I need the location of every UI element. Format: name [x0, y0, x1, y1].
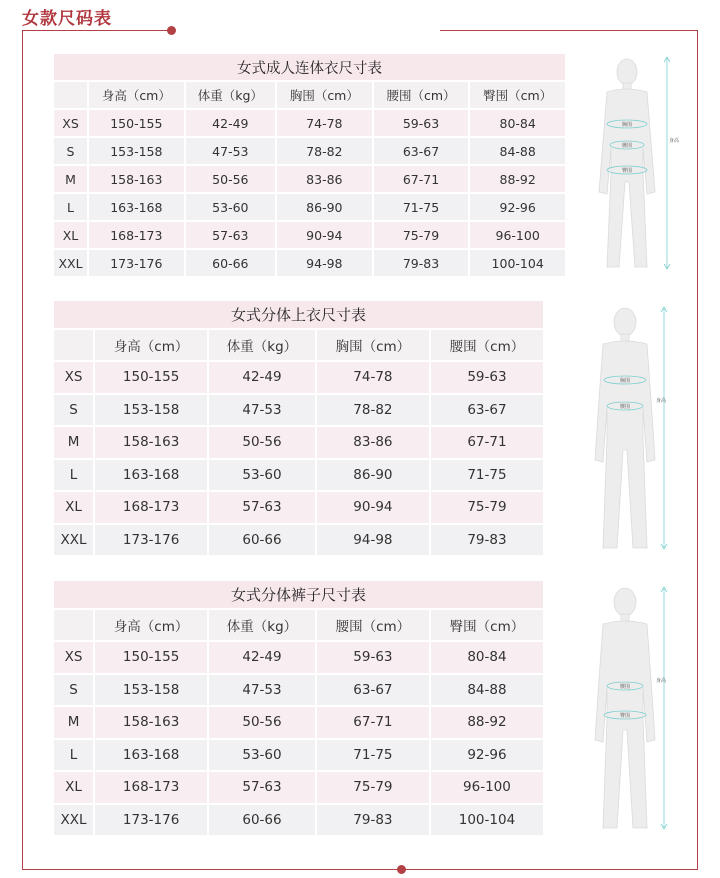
table-row [54, 460, 543, 491]
frame-line-bottom [22, 869, 698, 870]
table-cell: 50-56 [209, 427, 315, 458]
table-cell: 96-100 [431, 772, 543, 803]
table-cell: 150-155 [95, 362, 207, 393]
table-cell: 153-158 [95, 675, 207, 706]
table-cell: 163-168 [89, 194, 184, 220]
table-cell: 53-60 [209, 460, 315, 491]
table-cell: 47-53 [186, 138, 275, 164]
table-cell: 75-79 [374, 222, 469, 248]
table-cell: 79-83 [431, 525, 543, 556]
table-cell: 168-173 [95, 772, 207, 803]
table-cell: 75-79 [317, 772, 429, 803]
header-cell [54, 330, 93, 360]
body-measurement-figure [585, 52, 680, 274]
table-cell: 86-90 [317, 460, 429, 491]
table-cell: 75-79 [431, 492, 543, 523]
header-cell: 胸围（cm） [317, 330, 429, 360]
table-cell: 79-83 [374, 250, 469, 276]
header-cell: 腰围（cm） [431, 330, 543, 360]
table-cell: 53-60 [209, 740, 315, 771]
size-table-jumpsuit [52, 52, 567, 278]
size-cell: L [54, 740, 93, 771]
table-row [54, 707, 543, 738]
table-cell: 80-84 [470, 110, 565, 136]
header-cell: 身高（cm） [95, 330, 207, 360]
table-cell: 59-63 [431, 362, 543, 393]
table-row [54, 362, 543, 393]
frame-line-top-left [22, 30, 172, 31]
size-cell: S [54, 675, 93, 706]
table-cell: 71-75 [317, 740, 429, 771]
table-cell: 94-98 [317, 525, 429, 556]
size-cell: XS [54, 362, 93, 393]
frame-line-top-right [440, 30, 698, 31]
table-row [54, 395, 543, 426]
table-cell: 60-66 [186, 250, 275, 276]
table-header-row [54, 82, 565, 108]
table-cell: 158-163 [89, 166, 184, 192]
table-cell: 86-90 [277, 194, 372, 220]
table-cell: 67-71 [317, 707, 429, 738]
table-row [54, 250, 565, 276]
figure-label: 腰围 [622, 143, 633, 149]
size-cell: XS [54, 642, 93, 673]
table-cell: 88-92 [431, 707, 543, 738]
table-title: 女式分体上衣尺寸表 [54, 301, 543, 328]
table-cell: 71-75 [374, 194, 469, 220]
table-row [54, 675, 543, 706]
table-cell: 100-104 [431, 805, 543, 836]
table-cell: 90-94 [277, 222, 372, 248]
table-cell: 84-88 [431, 675, 543, 706]
table-cell: 63-67 [431, 395, 543, 426]
figure-label: 胸围 [622, 122, 633, 128]
header-cell: 体重（kg） [209, 610, 315, 640]
table-cell: 63-67 [317, 675, 429, 706]
table-cell: 42-49 [209, 362, 315, 393]
table-row [54, 166, 565, 192]
table-row [54, 110, 565, 136]
table-cell: 57-63 [209, 492, 315, 523]
table-cell: 83-86 [277, 166, 372, 192]
size-cell: XS [54, 110, 87, 136]
table-cell: 168-173 [89, 222, 184, 248]
table-cell: 53-60 [186, 194, 275, 220]
table-cell: 67-71 [374, 166, 469, 192]
figure-label: 身高 [656, 398, 667, 404]
table-cell: 67-71 [431, 427, 543, 458]
figure-label: 腰围 [620, 684, 631, 690]
size-cell: M [54, 707, 93, 738]
page-title: 女款尺码表 [22, 9, 112, 29]
table-cell: 47-53 [209, 675, 315, 706]
size-cell: M [54, 427, 93, 458]
header-cell: 腰围（cm） [374, 82, 469, 108]
table-cell: 78-82 [277, 138, 372, 164]
table-cell: 42-49 [209, 642, 315, 673]
table-cell: 153-158 [95, 395, 207, 426]
body-measurement-figure [580, 580, 680, 835]
table-cell: 74-78 [317, 362, 429, 393]
table-cell: 90-94 [317, 492, 429, 523]
table-cell: 96-100 [470, 222, 565, 248]
table-cell: 173-176 [89, 250, 184, 276]
header-cell [54, 82, 87, 108]
frame-dot-top [167, 26, 176, 35]
header-cell: 胸围（cm） [277, 82, 372, 108]
table-row [54, 772, 543, 803]
table-row [54, 740, 543, 771]
table-cell: 84-88 [470, 138, 565, 164]
header-cell: 臀围（cm） [431, 610, 543, 640]
size-cell: L [54, 460, 93, 491]
header-cell: 腰围（cm） [317, 610, 429, 640]
table-cell: 79-83 [317, 805, 429, 836]
table-cell: 78-82 [317, 395, 429, 426]
table-cell: 92-96 [431, 740, 543, 771]
header-cell [54, 610, 93, 640]
table-cell: 88-92 [470, 166, 565, 192]
table-header-row [54, 330, 543, 360]
table-row [54, 642, 543, 673]
table-cell: 74-78 [277, 110, 372, 136]
table-title: 女式分体裤子尺寸表 [54, 581, 543, 608]
header-cell: 身高（cm） [89, 82, 184, 108]
table-cell: 50-56 [186, 166, 275, 192]
frame-line-left [22, 30, 23, 870]
table-cell: 60-66 [209, 805, 315, 836]
size-cell: XXL [54, 250, 87, 276]
table-cell: 71-75 [431, 460, 543, 491]
table-cell: 60-66 [209, 525, 315, 556]
frame-dot-bottom [397, 865, 406, 874]
table-cell: 173-176 [95, 805, 207, 836]
figure-label: 腰围 [620, 404, 631, 410]
table-cell: 59-63 [374, 110, 469, 136]
size-cell: S [54, 395, 93, 426]
table-cell: 47-53 [209, 395, 315, 426]
size-cell: M [54, 166, 87, 192]
table-cell: 150-155 [89, 110, 184, 136]
size-cell: XL [54, 222, 87, 248]
table-cell: 83-86 [317, 427, 429, 458]
table-cell: 163-168 [95, 460, 207, 491]
frame-line-right [697, 30, 698, 870]
body-measurement-figure [580, 300, 680, 555]
table-row [54, 138, 565, 164]
header-cell: 体重（kg） [209, 330, 315, 360]
header-cell: 体重（kg） [186, 82, 275, 108]
table-row [54, 525, 543, 556]
size-table-top [52, 299, 545, 557]
table-cell: 158-163 [95, 707, 207, 738]
figure-label: 胸围 [620, 378, 631, 384]
table-row [54, 222, 565, 248]
size-cell: L [54, 194, 87, 220]
table-cell: 100-104 [470, 250, 565, 276]
header-cell: 身高（cm） [95, 610, 207, 640]
table-cell: 173-176 [95, 525, 207, 556]
table-cell: 57-63 [186, 222, 275, 248]
size-cell: XL [54, 492, 93, 523]
size-cell: S [54, 138, 87, 164]
table-cell: 150-155 [95, 642, 207, 673]
table-cell: 168-173 [95, 492, 207, 523]
table-cell: 92-96 [470, 194, 565, 220]
table-cell: 153-158 [89, 138, 184, 164]
table-title: 女式成人连体衣尺寸表 [54, 54, 565, 80]
table-cell: 59-63 [317, 642, 429, 673]
table-row [54, 492, 543, 523]
table-row [54, 427, 543, 458]
table-cell: 80-84 [431, 642, 543, 673]
table-cell: 42-49 [186, 110, 275, 136]
table-header-row [54, 610, 543, 640]
table-cell: 158-163 [95, 427, 207, 458]
figure-label: 身高 [669, 138, 680, 144]
table-cell: 50-56 [209, 707, 315, 738]
header-cell: 臀围（cm） [470, 82, 565, 108]
figure-label: 身高 [656, 678, 667, 684]
size-table-pants [52, 579, 545, 837]
size-cell: XL [54, 772, 93, 803]
table-cell: 163-168 [95, 740, 207, 771]
table-cell: 57-63 [209, 772, 315, 803]
table-row [54, 805, 543, 836]
table-row [54, 194, 565, 220]
table-cell: 63-67 [374, 138, 469, 164]
figure-label: 臀围 [622, 168, 633, 174]
size-cell: XXL [54, 805, 93, 836]
table-cell: 94-98 [277, 250, 372, 276]
size-cell: XXL [54, 525, 93, 556]
figure-label: 臀围 [620, 713, 631, 719]
